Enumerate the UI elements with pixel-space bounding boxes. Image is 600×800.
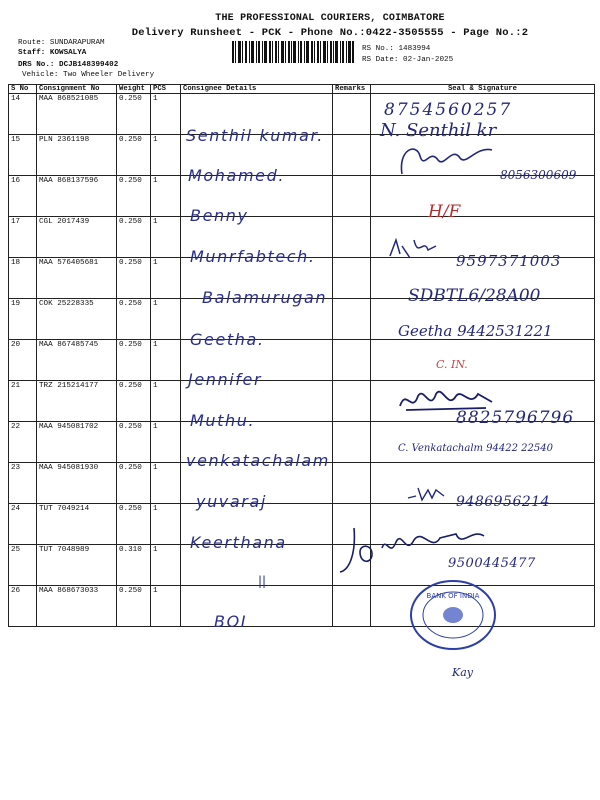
stamp-text: BANK OF INDIA	[426, 592, 480, 600]
row-sno: 21	[11, 382, 21, 390]
row-weight: 0.250	[119, 136, 142, 144]
row-sno: 23	[11, 464, 21, 472]
handwritten-phone: 8825796796	[456, 408, 575, 428]
row-consignment: TUT 7048989	[39, 546, 90, 554]
handwritten-consignee: Keerthana	[190, 533, 287, 552]
handwritten-consignee: Munrfabtech.	[190, 247, 316, 266]
handwritten-ditto-mark: ||	[258, 574, 267, 588]
vehicle-label: Vehicle: Two Wheeler Delivery	[22, 71, 155, 79]
row-weight: 0.250	[119, 95, 142, 103]
row-sno: 24	[11, 505, 21, 513]
row-weight: 0.310	[119, 546, 142, 554]
handwritten-phone: 9597371003	[456, 252, 562, 270]
handwritten-phone: 9500445477	[448, 556, 536, 571]
handwritten-consignee: Benny	[190, 206, 249, 225]
row-pcs: 1	[153, 423, 158, 431]
row-consignment: MAA 945081930	[39, 464, 99, 472]
table-row	[9, 340, 595, 381]
row-pcs: 1	[153, 546, 158, 554]
row-consignment: COK 25228335	[39, 300, 94, 308]
row-pcs: 1	[153, 587, 158, 595]
row-sno: 20	[11, 341, 21, 349]
row-weight: 0.250	[119, 300, 142, 308]
signature-scribble	[406, 484, 446, 504]
table-header-row	[9, 85, 595, 94]
barcode-image	[232, 41, 354, 63]
handwritten-signature: N. Senthil kr	[380, 120, 497, 141]
handwritten-consignee: Jennifer	[188, 370, 263, 389]
handwritten-phone: 8056300609	[500, 168, 577, 182]
row-consignment: TRZ 215214177	[39, 382, 99, 390]
company-title: THE PROFESSIONAL COURIERS, COIMBATORE	[215, 13, 445, 24]
handwritten-consignee: Balamurugan	[202, 288, 328, 307]
column-header: Seal & Signature	[371, 85, 595, 94]
row-consignment: PLN 2361198	[39, 136, 90, 144]
row-consignment: TUT 7049214	[39, 505, 90, 513]
row-weight: 0.250	[119, 177, 142, 185]
row-weight: 0.250	[119, 341, 142, 349]
row-pcs: 1	[153, 95, 158, 103]
handwritten-consignee: Senthil kumar.	[186, 126, 324, 145]
handwritten-consignee: Geetha.	[190, 330, 265, 349]
handwritten-signature: SDBTL6/28A00	[408, 286, 541, 306]
row-weight: 0.250	[119, 382, 142, 390]
staff-label: Staff: KOWSALYA	[18, 49, 87, 57]
handwritten-consignee: Muthu.	[190, 411, 256, 430]
row-consignment: CGL 2017439	[39, 218, 90, 226]
row-pcs: 1	[153, 218, 158, 226]
row-pcs: 1	[153, 382, 158, 390]
row-consignment: MAA 868137596	[39, 177, 99, 185]
row-weight: 0.250	[119, 505, 142, 513]
signature-scribble	[388, 236, 438, 262]
row-sno: 22	[11, 423, 21, 431]
handwritten-signature: C. Venkatachalm 94422 22540	[398, 443, 553, 454]
handwritten-consignee: yuvaraj	[196, 492, 267, 511]
column-header: Consignee Details	[181, 85, 333, 94]
rs-number: RS No.: 1483994	[362, 45, 431, 53]
handwritten-signature: Geetha 9442531221	[398, 322, 553, 340]
row-consignment: MAA 576405681	[39, 259, 99, 267]
column-header: Remarks	[333, 85, 371, 94]
row-sno: 16	[11, 177, 21, 185]
handwritten-consignee: Mohamed.	[188, 166, 286, 185]
row-sno: 17	[11, 218, 21, 226]
runsheet-table	[8, 84, 595, 627]
runsheet-subtitle: Delivery Runsheet - PCK - Phone No.:0422-3505555 - Page No.:2	[131, 27, 529, 39]
bank-stamp-seal	[408, 578, 498, 652]
handwritten-consignee: venkatachalam	[186, 451, 330, 470]
table-row	[9, 586, 595, 627]
row-pcs: 1	[153, 505, 158, 513]
row-consignment: MAA 868673033	[39, 587, 99, 595]
row-sno: 14	[11, 95, 21, 103]
handwritten-consignee: BOI	[214, 612, 248, 631]
column-header: Weight	[117, 85, 151, 94]
route-label: Route: SUNDARAPURAM	[18, 39, 105, 47]
row-consignment: MAA 868521085	[39, 95, 99, 103]
row-weight: 0.250	[119, 464, 142, 472]
drs-number: DRS No.: DCJB148399402	[18, 61, 119, 69]
row-pcs: 1	[153, 341, 158, 349]
row-weight: 0.250	[119, 218, 142, 226]
column-header: Consignment No	[37, 85, 117, 94]
signature-scribble	[396, 140, 496, 180]
row-consignment: MAA 945081702	[39, 423, 99, 431]
row-sno: 15	[11, 136, 21, 144]
row-weight: 0.250	[119, 259, 142, 267]
rs-date: RS Date: 02-Jan-2025	[362, 56, 454, 64]
row-pcs: 1	[153, 259, 158, 267]
row-pcs: 1	[153, 300, 158, 308]
row-consignment: MAA 867485745	[39, 341, 99, 349]
column-header: S No	[9, 85, 37, 94]
handwritten-phone: 8754560257	[384, 100, 513, 120]
handwritten-initials: Kay	[452, 666, 473, 679]
row-weight: 0.250	[119, 423, 142, 431]
row-pcs: 1	[153, 464, 158, 472]
column-header: PCS	[151, 85, 181, 94]
row-sno: 19	[11, 300, 21, 308]
handwritten-phone: 9486956214	[456, 494, 551, 510]
handwritten-note: H/F	[428, 202, 461, 222]
row-sno: 25	[11, 546, 21, 554]
row-sno: 26	[11, 587, 21, 595]
row-sno: 18	[11, 259, 21, 267]
handwritten-note: C. IN.	[436, 358, 468, 371]
row-pcs: 1	[153, 136, 158, 144]
row-weight: 0.250	[119, 587, 142, 595]
row-pcs: 1	[153, 177, 158, 185]
